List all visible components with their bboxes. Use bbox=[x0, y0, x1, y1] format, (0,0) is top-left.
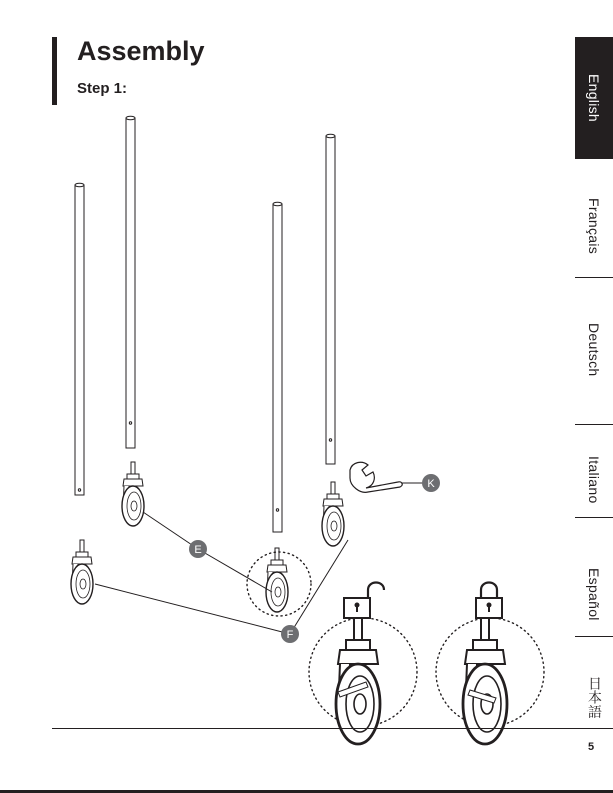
step-label: Step 1: bbox=[77, 80, 128, 97]
page-title: Assembly bbox=[77, 36, 205, 66]
unlocked-caster-detail bbox=[309, 616, 417, 744]
footer-rule bbox=[52, 728, 613, 729]
tab-deutsch[interactable]: Deutsch bbox=[586, 323, 602, 377]
tab-english[interactable]: English bbox=[575, 37, 613, 159]
callout-k bbox=[422, 474, 440, 492]
tab-japanese[interactable]: 日本語 bbox=[586, 675, 602, 719]
svg-text:F: F bbox=[286, 629, 294, 641]
page-number: 5 bbox=[588, 741, 595, 753]
wrench-icon bbox=[350, 462, 402, 492]
caster-wheel bbox=[71, 540, 93, 604]
locked-caster-detail bbox=[436, 616, 544, 744]
caster-wheel bbox=[322, 482, 344, 546]
unlocked-padlock-icon bbox=[344, 583, 384, 619]
tab-espanol[interactable]: Español bbox=[586, 568, 602, 621]
pole bbox=[326, 134, 335, 464]
locked-padlock-icon bbox=[476, 583, 502, 619]
caster-wheel bbox=[266, 548, 288, 612]
svg-text:E: E bbox=[194, 544, 202, 556]
pole bbox=[75, 183, 84, 495]
callout-f bbox=[281, 625, 299, 643]
pole bbox=[126, 116, 135, 448]
svg-text:K: K bbox=[427, 478, 435, 490]
callout-e bbox=[189, 540, 207, 558]
tab-francais[interactable]: Français bbox=[586, 197, 602, 255]
tab-italiano[interactable]: Italiano bbox=[586, 456, 602, 504]
caster-wheel bbox=[122, 462, 144, 526]
pole bbox=[273, 202, 282, 532]
